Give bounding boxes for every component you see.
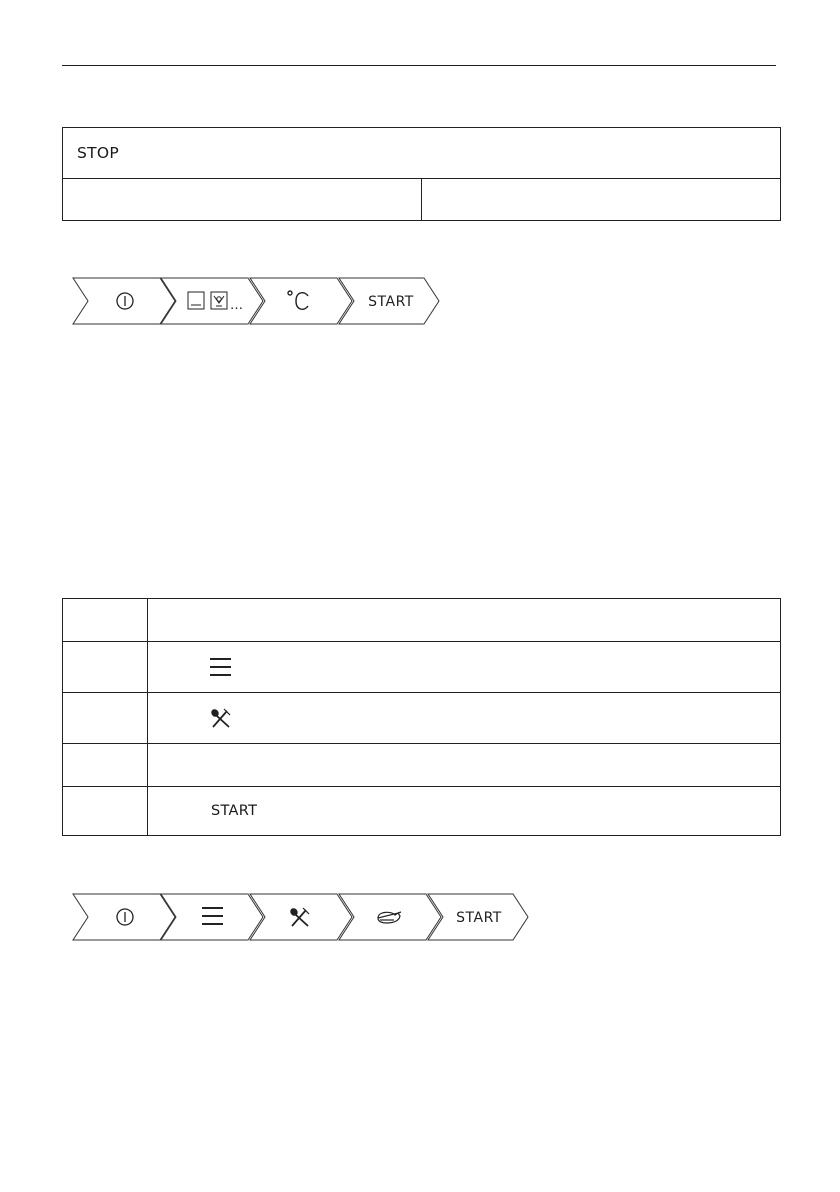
- start-label: START: [456, 910, 502, 926]
- stop-table-title: STOP: [63, 128, 781, 179]
- ellipsis-text: …: [230, 298, 243, 313]
- sequence-2-step-cutlery: [250, 894, 352, 940]
- sequence-2-step-power: [73, 894, 175, 940]
- sequence-2-step-food: [339, 894, 441, 940]
- step-text-cell: START: [148, 787, 781, 836]
- sequence-2-step-menu: [161, 894, 263, 940]
- sequence-2-step-start: [428, 894, 528, 940]
- start-label: START: [368, 294, 414, 310]
